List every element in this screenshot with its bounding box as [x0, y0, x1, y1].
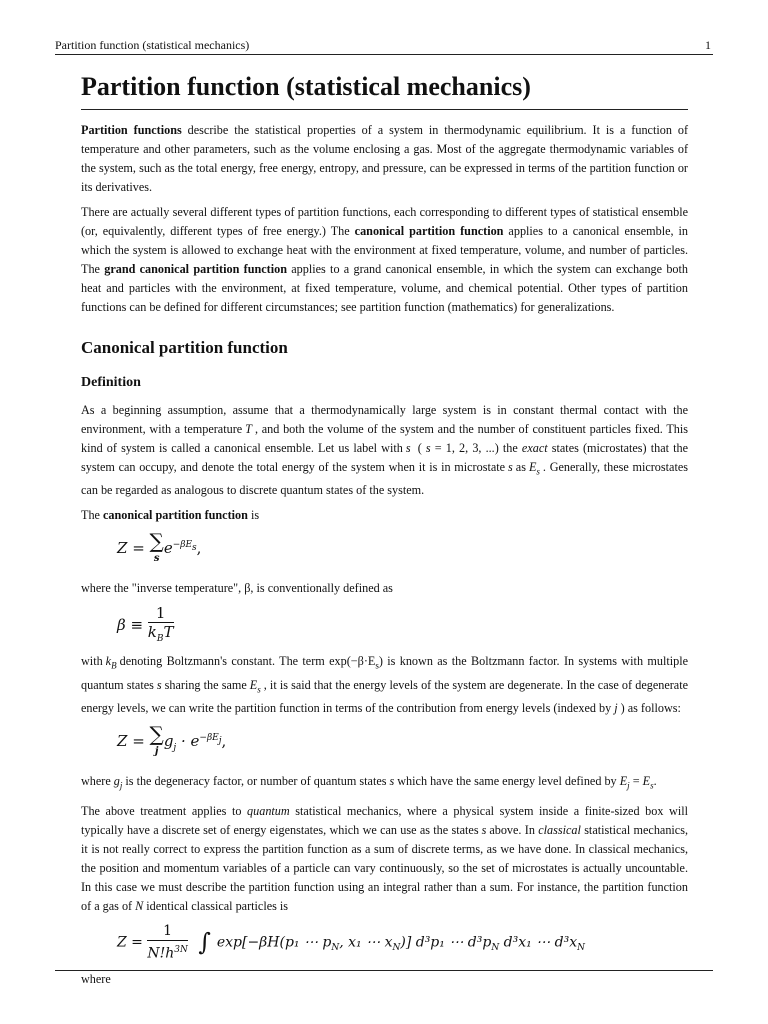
def-text: states (microstates) that the system can occupy, and denote the total energy of the system when it is in microstate [81, 441, 688, 474]
sum-index: j [154, 746, 159, 758]
eq3-g-sub: j [173, 743, 177, 754]
term-partition-functions: Partition functions [81, 123, 182, 137]
den-k-sub: B [156, 634, 164, 645]
header-rule [55, 54, 713, 55]
eq3-g: g [163, 732, 174, 751]
eq4-sub: N [491, 942, 500, 953]
var-g-letter: g [113, 774, 120, 789]
sigma-symbol: ∑ [149, 529, 164, 554]
def-text: where [81, 774, 111, 789]
eq3-exponent-sub: j [218, 736, 222, 747]
emph-exact: exact [521, 441, 548, 455]
def-text: . [653, 774, 657, 789]
sigma-symbol: ∑ [149, 722, 164, 747]
den-sup: 3N [174, 944, 188, 955]
var-g [113, 774, 123, 791]
def-text: identical classical particles is [146, 898, 289, 913]
emph-quantum: quantum [247, 803, 290, 818]
var-E-sub: s [257, 684, 261, 695]
def-text: = 1, 2, 3, ...) the [434, 441, 518, 455]
var-E-sub: s [650, 780, 654, 791]
def-text: , it is said that the energy levels of the system are degenerate. In the case of degenerate energy levels, we can write the partition function in terms of the contribution from energy levels (indexed by [81, 677, 688, 716]
def-text: The [81, 508, 103, 523]
intro-paragraph-2 [81, 203, 688, 317]
def-text: is [247, 508, 260, 523]
var-E-sub: s [536, 466, 540, 477]
intro-text-1: describe the statistical properties of a system in thermodynamic equilibrium. It is a function of temperature and other parameters, such as the volume enclosing a gas. Most of the aggregate thermodynamic variables of the system, such as the total energy, free energy, entropy, and pressure, can be expressed in terms of the partition function or its derivatives. [81, 123, 688, 194]
var-g-sub: j [119, 780, 123, 791]
var-s: s [508, 460, 513, 474]
section-heading: Canonical partition function [81, 338, 288, 357]
equals: = [632, 774, 640, 789]
eq4-sub: N [392, 942, 401, 953]
exp-close: ) [378, 654, 383, 669]
fraction-numerator: 1 [148, 604, 174, 623]
integral-sign: ∫ [198, 927, 211, 956]
eq4-lhs: Z = [117, 934, 148, 951]
eq1-exponent [172, 540, 197, 554]
article-title: Partition function (statistical mechanics) [81, 72, 531, 101]
equation-canonical-sum [117, 531, 688, 575]
definition-paragraph-5 [81, 772, 688, 795]
eq3-lhs: Z = [117, 732, 150, 751]
def-text: which have the same energy level defined by [397, 774, 617, 789]
var-N: N [135, 898, 144, 913]
var-Ej [619, 774, 630, 791]
var-E-letter: E [528, 460, 537, 474]
var-s: s [389, 774, 395, 789]
var-s: s [156, 677, 162, 692]
intro-text-2b: applies to a canonical ensemble, in which the system is allowed to exchange heat with the environment at fixed temperature, volume, and number of particles. The [81, 224, 689, 276]
fraction-numerator: 1 [147, 922, 188, 941]
var-k-letter: k [105, 654, 112, 669]
running-title: Partition function (statistical mechanics) [55, 38, 250, 52]
intro-paragraph-1 [81, 121, 688, 197]
var-E-letter: E [642, 774, 651, 789]
def-text: above. In [489, 822, 539, 837]
definition-paragraph-4 [81, 652, 688, 718]
eq4-sub: N [577, 942, 585, 953]
eq3-dot-e: · e [176, 732, 200, 751]
var-kB [105, 654, 117, 671]
term-canonical-partition-function: canonical partition function [103, 508, 248, 523]
den-k: k [147, 623, 157, 642]
def-text: ( [417, 441, 422, 455]
emph-classical: classical [538, 822, 581, 837]
definition-paragraph-7: where [81, 971, 111, 986]
eq4-body: , x₁ ⋯ x [339, 934, 393, 951]
equation-classical-integral [117, 922, 688, 966]
exp-text: exp(−β·E [329, 654, 376, 669]
def-text: sharing the same [164, 677, 247, 692]
var-E [249, 677, 261, 695]
eq4-body: exp[−βH(p₁ ⋯ p [216, 934, 332, 951]
eq1-exp-base: e [163, 539, 173, 558]
den-text: N!h [147, 945, 175, 962]
def-text: As a beginning assumption, assume that a thermodynamically large system is in constant thermal contact with the environment, with a temperature [81, 403, 688, 436]
var-T: T [245, 422, 252, 436]
definition-paragraph-6 [81, 802, 688, 916]
eq1-exponent-sub: s [192, 543, 197, 554]
eq4-body: )] d³p₁ ⋯ d³p [400, 934, 492, 951]
var-s: s [405, 441, 411, 455]
term-grand-canonical: grand canonical partition function [104, 262, 287, 276]
summation [150, 724, 164, 760]
def-text: with [81, 654, 103, 669]
def-text: is the degeneracy factor, or number of quantum states [125, 774, 387, 789]
def-text: ) as follows: [620, 701, 681, 716]
sum-index: s [153, 553, 160, 565]
eq1-exponent-text: −βE [172, 540, 193, 551]
fraction-denominator [148, 623, 174, 648]
eq1-tail: , [196, 539, 202, 558]
eq3-tail: , [221, 732, 227, 751]
def-text: . Generally, these microstates can be regarded as analogous to discrete quantum states of the system. [81, 460, 688, 498]
article-body [81, 121, 688, 995]
boltzmann-term [329, 654, 383, 671]
def-text: is known as the Boltzmann factor. In systems with multiple quantum states [81, 654, 689, 692]
eq3-exponent-text: −βE [199, 733, 219, 744]
var-E-sub: j [627, 780, 630, 791]
equation-beta [117, 604, 688, 648]
den-T: T [163, 623, 174, 642]
definition-paragraph-2 [81, 506, 688, 525]
var-E-letter: E [249, 677, 258, 692]
eq3-exponent [199, 733, 222, 747]
eq1-lhs: Z = [117, 539, 150, 558]
def-text: , and both the volume of the system and the number of constituent particles fixed. This kind of system is called a canonical ensemble. Let us label with [81, 422, 688, 455]
eq4-sub: N [331, 942, 340, 953]
summation [150, 531, 164, 567]
fraction [147, 922, 188, 963]
subsection-heading: Definition [81, 375, 141, 390]
eq4-body: d³x₁ ⋯ d³x [499, 934, 578, 951]
page-number: 1 [705, 38, 711, 52]
footer-rule [55, 970, 713, 971]
intro-text-2a: There are actually several different types of partition functions, each corresponding to different types of statistical ensemble (or, equivalently, different types of free energy.) The [81, 205, 688, 238]
var-j: j [614, 701, 618, 716]
running-header [55, 36, 713, 54]
intro-text-2c: applies to a grand canonical ensemble, in which the system can exchange both heat and particles with the environment, at fixed temperature, volume, and chemical potential. Other types of partition functions can be defined for different circumstances; see partition function (mathematics) for generalizations. [81, 262, 688, 314]
definition-paragraph-3: where the "inverse temperature", β, is conventionally defined as [81, 581, 393, 596]
equation-degenerate-sum [117, 724, 688, 768]
var-s: s [425, 441, 431, 455]
var-E-letter: E [619, 774, 628, 789]
var-E [528, 460, 540, 477]
def-text: as [515, 460, 526, 474]
def-text: statistical mechanics, where a physical system inside a finite-sized box will typically have a discrete set of energy eigenstates, which we can use as the states [81, 803, 688, 837]
var-s: s [481, 822, 487, 837]
def-text: denoting Boltzmann's constant. The term [119, 654, 325, 669]
fraction [148, 604, 174, 648]
def-text: The above treatment applies to [81, 803, 248, 818]
eq2-lhs: β ≡ [117, 616, 148, 635]
title-rule [81, 109, 688, 110]
var-k-sub: B [111, 660, 117, 671]
term-canonical: canonical partition function [354, 224, 504, 238]
fraction-denominator [147, 941, 188, 963]
exp-sub: s [375, 660, 379, 671]
def-text: statistical mechanics, it is not really correct to express the partition function as a sum of discrete terms, as we have done. In classical mechanics, the position and momentum variables of a particle can vary continuously, so the set of microstates is actually uncountable. In this case we must describe the partition function using an integral rather than a sum. For instance, the partition function of a gas of [81, 822, 689, 913]
var-Es [642, 774, 654, 791]
definition-paragraph-1 [81, 401, 688, 500]
